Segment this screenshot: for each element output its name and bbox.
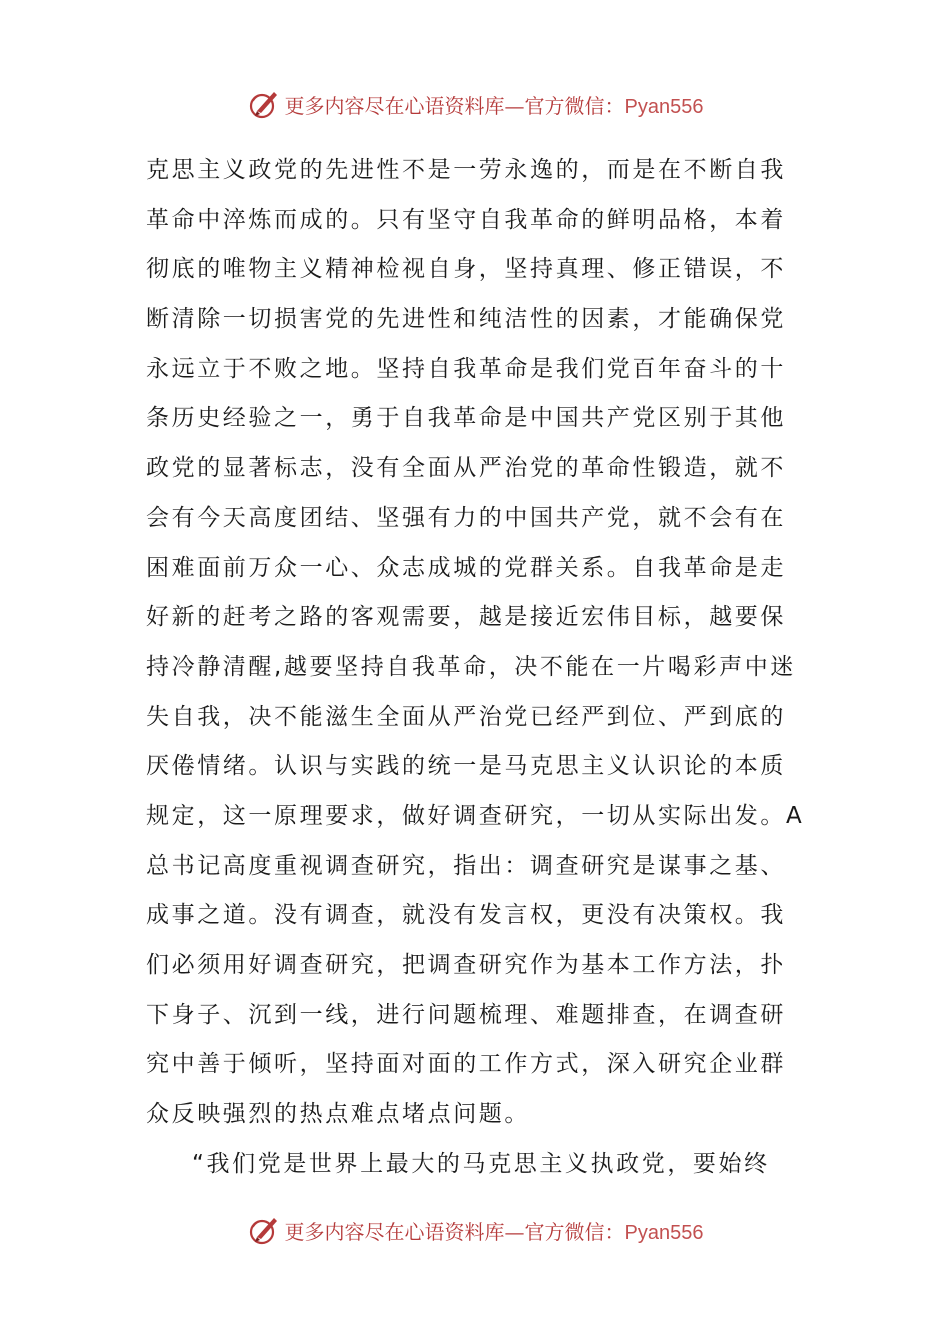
- body-line: 总书记高度重视调查研究，指出：调查研究是谋事之基、: [146, 852, 786, 879]
- body-line: 断清除一切损害党的先进性和纯洁性的因素，才能确保党: [146, 306, 786, 333]
- body-line: 彻底的唯物主义精神检视自身，坚持真理、修正错误，不: [146, 256, 786, 283]
- document-body: [146, 146, 806, 1189]
- body-line: 失自我，决不能滋生全面从严治党已经严到位、严到底的: [146, 703, 786, 730]
- body-line: 究中善于倾听，坚持面对面的工作方式，深入研究企业群: [146, 1051, 786, 1078]
- body-line: 革命中淬炼而成的。只有坚守自我革命的鲜明品格，本着: [146, 206, 786, 233]
- body-line: 下身子、沉到一线，进行问题梳理、难题排查，在调查研: [146, 1001, 786, 1028]
- body-line: 克思主义政党的先进性不是一劳永逸的，而是在不断自我: [146, 157, 786, 183]
- body-line: 政党的显著标志，没有全面从严治党的革命性锻造，就不: [146, 455, 786, 482]
- header-watermark: [0, 84, 950, 124]
- pen-quill-logo-icon: [247, 87, 281, 121]
- watermark-wechat-id: Pyan556: [624, 95, 704, 118]
- body-line: 条历史经验之一，勇于自我革命是中国共产党区别于其他: [146, 405, 786, 432]
- body-line: 众反映强烈的热点难点堵点问题。: [146, 1101, 530, 1128]
- watermark-text: 更多内容尽在心语资料库—官方微信：Pyan556: [284, 93, 704, 118]
- body-line: 好新的赶考之路的客观需要，越是接近宏伟目标，越要保: [146, 604, 786, 631]
- body-line: 规定，这一原理要求，做好调查研究，一切从实际出发。A: [146, 802, 805, 829]
- body-line: 会有今天高度团结、坚强有力的中国共产党，就不会有在: [146, 504, 786, 531]
- body-line: 永远立于不败之地。坚持自我革命是我们党百年奋斗的十: [146, 355, 786, 382]
- body-line: 们必须用好调查研究，把调查研究作为基本工作方法，扑: [146, 952, 786, 978]
- pen-quill-logo-icon: [247, 1213, 281, 1247]
- body-line-paragraph-start: “我们党是世界上最大的马克思主义执政党，要始终: [192, 1150, 770, 1177]
- footer-watermark: [0, 1210, 950, 1250]
- body-line: 厌倦情绪。认识与实践的统一是马克思主义认识论的本质: [146, 753, 786, 780]
- body-line: 成事之道。没有调查，就没有发言权，更没有决策权。我: [146, 902, 786, 929]
- watermark-wechat-id: Pyan556: [624, 1221, 704, 1244]
- body-line: 持冷静清醒,越要坚持自我革命，决不能在一片喝彩声中迷: [146, 653, 796, 680]
- body-line: 困难面前万众一心、众志成城的党群关系。自我革命是走: [146, 554, 786, 581]
- watermark-text: 更多内容尽在心语资料库—官方微信：Pyan556: [284, 1219, 704, 1244]
